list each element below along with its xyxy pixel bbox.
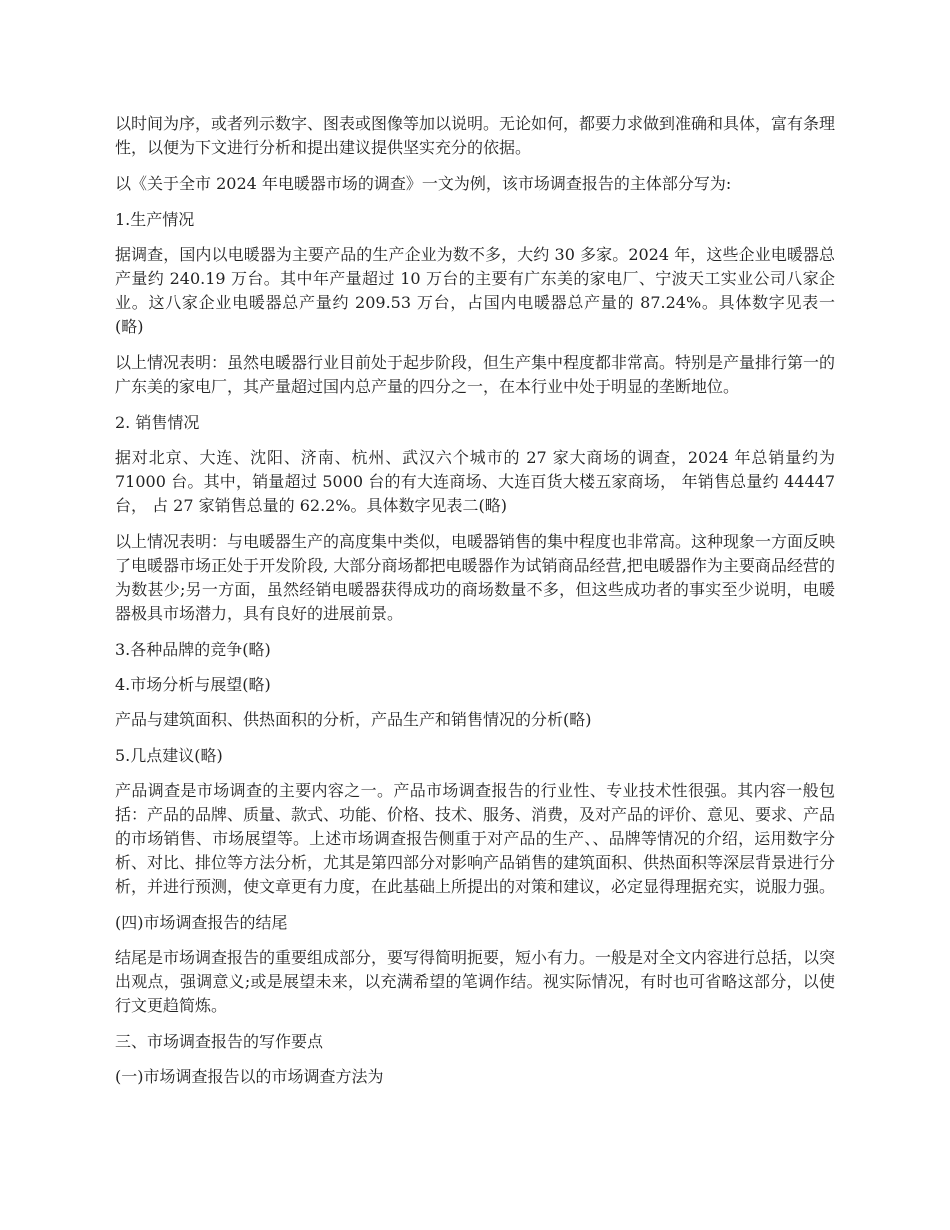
paragraph-sales-data: 据对北京、大连、沈阳、济南、杭州、武汉六个城市的 27 家大商场的调查，2024 年总销量约为 71000 台。其中，销量超过 5000 台的有大连商场、大连百货大楼五家商场， 年销售总量约 44447 台， 占 27 家销售总量的 62.2%。具体数字见表二(略) — [115, 448, 835, 515]
section-heading-suggestions: 5.几点建议(略) — [115, 746, 223, 765]
paragraph-outlook-summary: 产品与建筑面积、供热面积的分析，产品生产和销售情况的分析(略) — [115, 710, 592, 729]
subsection-heading-survey-method: (一)市场调查报告以的市场调查方法为 — [115, 1067, 384, 1086]
section-heading-brand-competition: 3.各种品牌的竞争(略) — [115, 640, 271, 659]
paragraph-example-intro: 以《关于全市 2024 年电暖器市场的调查》一文为例，该市场调查报告的主体部分写为: — [115, 174, 732, 193]
paragraph-intro-continuation: 以时间为序，或者列示数字、图表或图像等加以说明。无论如何，都要力求做到准确和具体，富有条理性，以便为下文进行分析和提出建议提供坚实充分的依据。 — [115, 114, 836, 157]
section-heading-sales: 2. 销售情况 — [115, 413, 200, 432]
section-heading-writing-points: 三、市场调查报告的写作要点 — [115, 1032, 324, 1051]
paragraph-production-data: 据调查，国内以电暖器为主要产品的生产企业为数不多，大约 30 多家。2024 年，这些企业电暖器总产量约 240.19 万台。其中年产量超过 10 万台的主要有广东美的家电厂、宁波天工实业公司八家企业。这八家企业电暖器总产量约 209.53 万台，占国内电暖器总产量的 87.24%。具体数字见表一(略) — [115, 245, 835, 336]
section-heading-report-ending: (四)市场调查报告的结尾 — [115, 913, 288, 932]
paragraph-sales-analysis: 以上情况表明：与电暖器生产的高度集中类似，电暖器销售的集中程度也非常高。这种现象一方面反映了电暖器市场正处于开发阶段, 大部分商场都把电暖器作为试销商品经营,把电暖器作为主要商品经营的为数甚少;另一方面，虽然经销电暖器获得成功的商场数量不多，但这些成功者的事实至少说明，电暖器极具市场潜力，具有良好的进展前景。 — [115, 532, 836, 623]
paragraph-production-analysis: 以上情况表明：虽然电暖器行业目前处于起步阶段，但生产集中程度都非常高。特别是产量排行第一的广东美的家电厂，其产量超过国内总产量的四分之一，在本行业中处于明显的垄断地位。 — [115, 353, 836, 396]
paragraph-ending-description: 结尾是市场调查报告的重要组成部分，要写得简明扼要，短小有力。一般是对全文内容进行总括，以突出观点，强调意义;或是展望未来，以充满希望的笔调作结。视实际情况，有时也可省略这部分，以使行文更趋简炼。 — [115, 948, 836, 1015]
section-heading-market-outlook: 4.市场分析与展望(略) — [115, 675, 271, 694]
section-heading-production: 1.生产情况 — [115, 210, 195, 229]
paragraph-product-survey-commentary: 产品调查是市场调查的主要内容之一。产品市场调查报告的行业性、专业技术性很强。其内容一般包括：产品的品牌、质量、款式、功能、价格、技术、服务、消费，及对产品的评价、意见、要求、产品的市场销售、市场展望等。上述市场调查报告侧重于对产品的生产、、品牌等情况的介绍，运用数字分析、对比、排位等方法分析，尤其是第四部分对影响产品销售的建筑面积、供热面积等深层背景进行分析，并进行预测，使文章更有力度，在此基础上所提出的对策和建议，必定显得理据充实，说服力强。 — [115, 781, 836, 896]
